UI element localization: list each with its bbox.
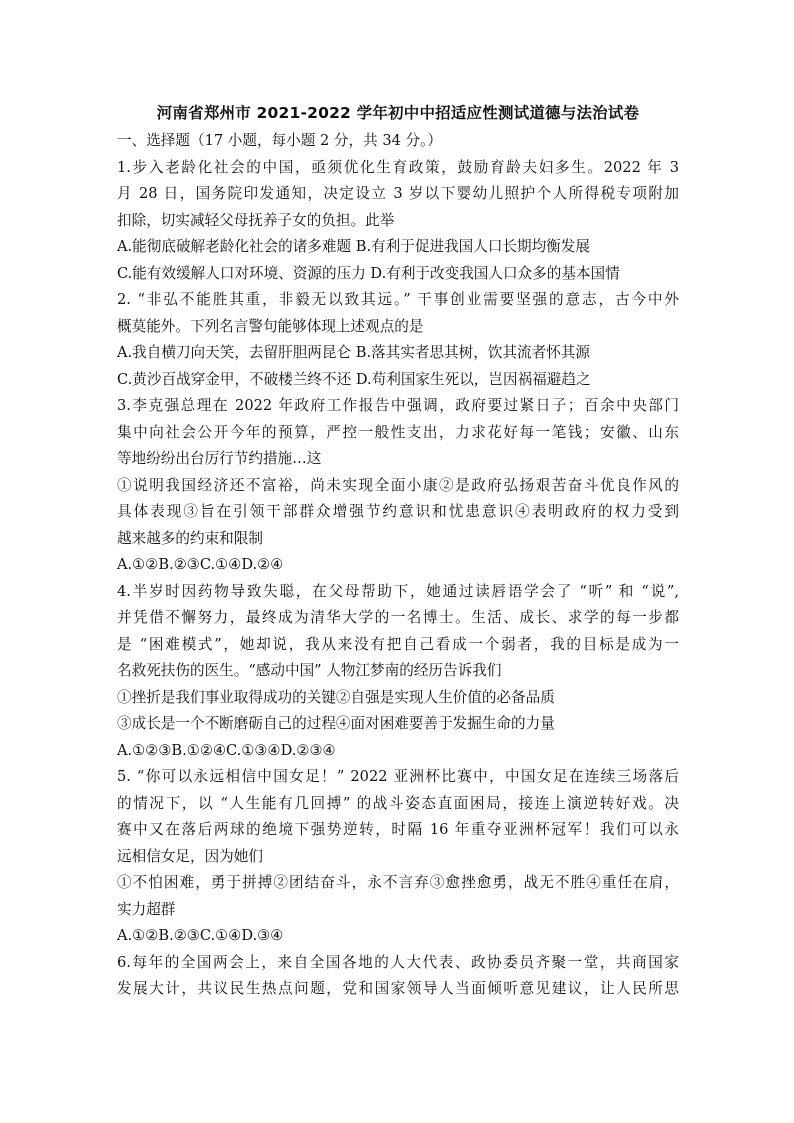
- question-stem-line: 赛中又在落后两球的绝境下强势逆转，时隔 16 年重夺亚洲杯冠军！我们可以永: [117, 821, 679, 838]
- question-stem-line: 扣除，切实减轻父母抚养子女的负担。此举: [117, 211, 395, 229]
- question-6: [117, 950, 679, 1003]
- question-stem-line: 集中向社会公开今年的预算，严控一般性支出，力求花好每一笔钱；安徽、山东: [117, 423, 679, 441]
- question-statement-line: ①挫折是我们事业取得成功的关键②自强是实现人生价值的必备品质: [117, 688, 555, 706]
- question-stem-line: 并凭借不懈努力，最终成为清华大学的一名博士。生活、成长、求学的每一步都: [117, 609, 679, 626]
- question-5: [117, 764, 679, 950]
- question-stem-line: 6.每年的全国两会上，来自全国各地的人大代表、政协委员齐聚一堂，共商国家: [117, 953, 679, 971]
- question-3: [117, 393, 679, 579]
- question-stem-line: 发展大计，共议民生热点问题，党和国家领导人当面倾听意见建议，让人民所思: [117, 980, 679, 997]
- question-statement-line: ①不怕困难，勇于拼搏②团结奋斗，永不言弃③愈挫愈勇，战无不胜④重任在肩，: [117, 874, 679, 891]
- question-options: A.①②③B.①②④C.①③④D.②③④: [117, 741, 336, 759]
- section-heading: 一、选择题（17 小题，每小题 2 分，共 34 分。）: [117, 132, 443, 149]
- question-statement-line: 实力超群: [117, 900, 176, 918]
- question-statement-line: 具体表现③旨在引领干部群众增强节约意识和忧患意识④表明政府的权力受到: [117, 503, 679, 520]
- question-options: A.我自横刀向天笑，去留肝胆两昆仑 B.落其实者思其树，饮其流者怀其源: [117, 344, 590, 361]
- question-statement-line: 越来越多的约束和限制: [117, 529, 263, 547]
- question-2: [117, 287, 679, 393]
- question-options: A.能彻底破解老龄化社会的诸多难题 B.有利于促进我国人口长期均衡发展: [117, 238, 590, 255]
- question-stem-line: 的情况下，以 “人生能有几回搏” 的战斗姿态直面困局，接连上演逆转好戏。决: [117, 794, 679, 812]
- question-stem-line: 名救死扶伤的医生。“感动中国” 人物江梦南的经历告诉我们: [117, 662, 502, 679]
- question-statement-line: ①说明我国经济还不富裕，尚未实现全面小康②是政府弘扬艰苦奋斗优良作风的: [117, 476, 679, 494]
- exam-title: 河南省郑州市 2021-2022 学年初中中招适应性测试道德与法治试卷: [156, 104, 640, 122]
- question-stem-line: 等地纷纷出台厉行节约措施…这: [117, 450, 322, 467]
- question-options: C.黄沙百战穿金甲，不破楼兰终不还 D.苟利国家生死以，岂因祸福避趋之: [117, 370, 591, 388]
- question-stem-line: 月 28 日，国务院印发通知，决定设立 3 岁以下婴幼儿照护个人所得税专项附加: [117, 185, 679, 202]
- question-stem-line: 是 “困难模式”，她却说，我从来没有把自己看成一个弱者，我的目标是成为一: [117, 635, 679, 653]
- question-statement-line: ③成长是一个不断磨砺自己的过程④面对困难要善于发掘生命的力量: [117, 715, 555, 732]
- question-stem-line: 概莫能外。下列名言警句能够体现上述观点的是: [117, 317, 424, 335]
- question-stem-line: 1.步入老龄化社会的中国，亟须优化生育政策，鼓励育龄夫妇多生。2022 年 3: [117, 158, 679, 176]
- question-options: C.能有效缓解人口对环境、资源的压力 D.有利于改变我国人口众多的基本国情: [117, 264, 620, 282]
- question-stem-line: 4.半岁时因药物导致失聪，在父母帮助下，她通过读唇语学会了 “听” 和 “说”,: [117, 582, 679, 600]
- question-options: A.①②B.②③C.①④D.③④: [117, 927, 284, 944]
- question-stem-line: 远相信女足，因为她们: [117, 847, 263, 865]
- question-options: A.①②B.②③C.①④D.②④: [117, 556, 284, 573]
- question-1: [117, 155, 679, 288]
- question-stem-line: 3.李克强总理在 2022 年政府工作报告中强调，政府要过紧日子；百余中央部门: [117, 397, 679, 414]
- question-stem-line: 2. “非弘不能胜其重，非毅无以致其远。” 干事创业需要坚强的意志，古今中外: [117, 291, 679, 308]
- question-stem-line: 5. “你可以永远相信中国女足！” 2022 亚洲杯比赛中，中国女足在连续三场落后: [117, 768, 679, 785]
- question-4: [117, 579, 679, 765]
- exam-page: [117, 98, 679, 1003]
